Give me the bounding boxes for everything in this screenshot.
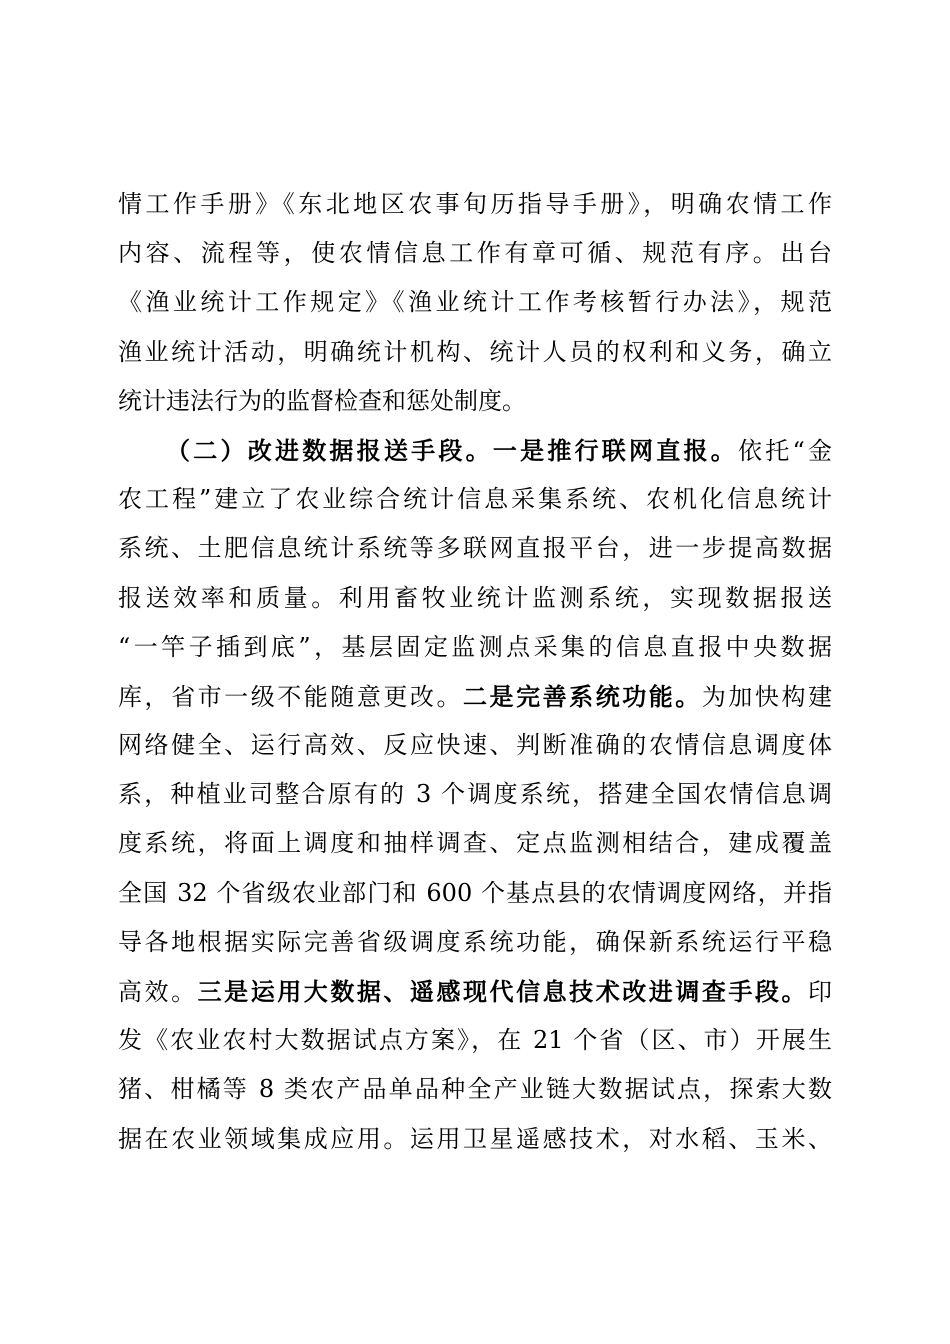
text-line: 猪、柑橘等 8 类农产品单品种全产业链大数据试点，探索大数: [118, 1075, 832, 1104]
text-line: 导各地根据实际完善省级调度系统功能，确保新系统运行平稳: [118, 927, 832, 956]
text-run: 高效。: [118, 978, 198, 1006]
text-line: [118, 672, 832, 721]
text-line: 报送效率和质量。利用畜牧业统计监测系统，实现数据报送: [118, 583, 832, 612]
section-heading-line: [118, 426, 832, 475]
text-line: 渔业统计活动，明确统计机构、统计人员的权利和义务，确立: [118, 337, 832, 366]
text-line: 据在农业领域集成应用。运用卫星遥感技术，对水稻、玉米、: [118, 1124, 832, 1153]
text-line: 发《农业农村大数据试点方案》，在 21 个省（区、市）开展生: [118, 1026, 832, 1055]
text-line: 网络健全、运行高效、反应快速、判断准确的农情信息调度体: [118, 731, 832, 760]
text-line: 农工程”建立了农业综合统计信息采集系统、农机化信息统计: [118, 485, 832, 514]
bold-phrase: 三是运用大数据、遥感现代信息技术改进调查手段。: [197, 977, 809, 1006]
text-run: 印: [808, 978, 833, 1006]
text-run: 为加快构建: [701, 682, 833, 711]
text-line: 全国 32 个省级农业部门和 600 个基点县的农情调度网络，并指: [118, 878, 832, 907]
text-run: 库，省市一级不能随意更改。: [118, 682, 463, 711]
text-line: 情工作手册》《东北地区农事旬历指导手册》，明确农情工作: [118, 190, 832, 218]
section-heading: （二）改进数据报送手段。一是推行联网直报。: [166, 435, 739, 465]
text-line: 系，种植业司整合原有的 3 个调度系统，搭建全国农情信息调: [118, 780, 832, 809]
text-line: “一竿子插到底”，基层固定监测点采集的信息直报中央数据: [118, 632, 832, 661]
body-text: [118, 180, 832, 1164]
text-run: 依托“金: [738, 436, 832, 465]
text-line: 度系统，将面上调度和抽样调查、定点监测相结合，建成覆盖: [118, 829, 832, 858]
text-line: 内容、流程等，使农情信息工作有章可循、规范有序。出台: [118, 239, 832, 268]
bold-phrase: 二是完善系统功能。: [463, 681, 702, 711]
text-line: [118, 967, 832, 1016]
text-line: 《渔业统计工作规定》《渔业统计工作考核暂行办法》，规范: [118, 288, 832, 317]
text-line: 统计违法行为的监督检查和惩处制度。: [118, 386, 526, 415]
text-line: 系统、土肥信息统计系统等多联网直报平台，进一步提高数据: [118, 534, 832, 563]
